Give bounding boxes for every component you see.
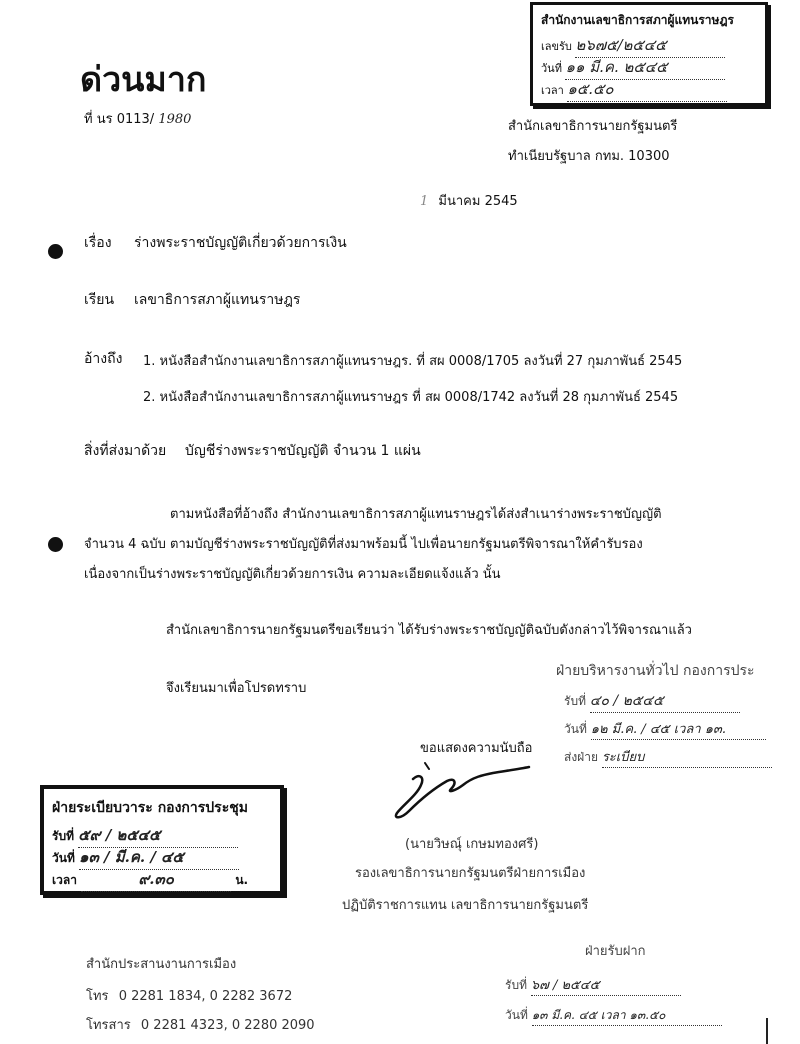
para1-line2: จำนวน 4 ฉบับ ตามบัญชีร่างพระราชบัญญัติที่ส่งมาพร้อมนี้ ไปเพื่อนายกรัฐมนตรีพิจารณาให้คำรับรอง: [84, 537, 643, 552]
ref-item-2: 2. หนังสือสำนักงานเลขาธิการสภาผู้แทนราษฎร ที่ สผ 0008/1742 ลงวันที่ 28 กุมภาพันธ์ 2545: [143, 390, 679, 405]
phone-label: โทร: [86, 989, 109, 1004]
footer-phone: [86, 985, 292, 1006]
para1-line1: ตามหนังสือที่อ้างถึง สำนักงานเลขาธิการสภาผู้แทนราษฎรได้ส่งสำเนาร่างพระราชบัญญัติ: [170, 507, 662, 522]
admin-stamp-title: ฝ่ายบริหารงานทั่วไป กองการประ: [556, 663, 755, 679]
fax-value: 0 2281 4323, 0 2280 2090: [140, 1018, 315, 1033]
stamp-time-row: [541, 77, 727, 102]
bottom-date-label: วันที่: [505, 1008, 528, 1022]
ref-label: อ้างถึง: [84, 351, 123, 367]
receipt-stamp-bottom-right: [505, 940, 765, 1035]
agenda-receipt-value: ๕๙ / ๒๕๔๕: [78, 823, 238, 848]
enclosure-text: บัญชีร่างพระราชบัญญัติ จำนวน 1 แผ่น: [185, 443, 421, 459]
admin-stamp-forward-row: [564, 746, 772, 768]
admin-stamp-date-row: [564, 718, 766, 740]
regards: ขอแสดงความนับถือ: [420, 741, 533, 756]
bottom-receipt-label: รับที่: [505, 978, 527, 992]
punch-hole-middle: [48, 537, 63, 552]
agenda-time-row: [52, 867, 248, 892]
admin-stamp-right: [556, 660, 796, 780]
stamp-title: สำนักงานเลขาธิการสภาผู้แทนราษฎร: [541, 13, 734, 27]
doc-number: [84, 108, 191, 129]
admin-date-value: ๑๒ มี.ค. / ๔๕ เวลา ๑๓.: [591, 718, 766, 740]
office-line2: ทำเนียบรัฐบาล กทม. 10300: [508, 149, 670, 164]
para1-line3: เนื่องจากเป็นร่างพระราชบัญญัติเกี่ยวด้วยการเงิน ความละเอียดแจ้งแล้ว นั้น: [84, 567, 501, 582]
ref-item-1: 1. หนังสือสำนักงานเลขาธิการสภาผู้แทนราษฎร. ที่ สผ 0008/1705 ลงวันที่ 27 กุมภาพันธ์ 2545: [143, 354, 683, 369]
signature-scribble: [385, 755, 535, 835]
doc-number-handwritten: 1980: [158, 112, 192, 127]
enclosure-label: สิ่งที่ส่งมาด้วย: [84, 443, 167, 459]
agenda-date-label: วันที่: [52, 851, 75, 865]
closing-line: จึงเรียนมาเพื่อโปรดทราบ: [166, 681, 307, 696]
to-text: เลขาธิการสภาผู้แทนราษฎร: [134, 292, 301, 308]
admin-stamp-receipt-row: [564, 690, 740, 713]
admin-forward-label: ส่งฝ่าย: [564, 750, 598, 764]
date-day-handwritten: 1: [420, 194, 429, 209]
admin-receipt-value: ๔๐ / ๒๕๔๕: [590, 690, 740, 713]
stamp-time-label: เวลา: [541, 84, 564, 97]
admin-date-label: วันที่: [564, 722, 587, 736]
stamp-receipt-label: เลขรับ: [541, 40, 572, 53]
stamp-receipt-value: ๒๖๗๕/๒๕๔๕: [575, 33, 725, 58]
urgency-title: ด่วนมาก: [80, 60, 207, 100]
footer-dept: สำนักประสานงานการเมือง: [86, 957, 237, 972]
bottom-stamp-title: ฝ่ายรับฝาก: [585, 944, 646, 959]
agenda-stamp-left: [40, 785, 284, 895]
bottom-receipt-value: ๖๗ / ๒๕๔๕: [531, 974, 681, 996]
admin-forward-value: ระเบียบ: [602, 746, 772, 768]
agenda-receipt-label: รับที่: [52, 829, 74, 843]
letter-date: [420, 190, 518, 211]
agenda-time-suffix: น.: [235, 873, 249, 887]
admin-receipt-label: รับที่: [564, 694, 586, 708]
to-label: เรียน: [84, 292, 115, 308]
signatory-name: (นายวิษณุ์ เกษมทองศรี): [405, 837, 539, 852]
signatory-title1: รองเลขาธิการนายกรัฐมนตรีฝ่ายการเมือง: [355, 866, 586, 881]
agenda-date-value: ๑๓ / มี.ค. / ๔๕: [79, 845, 239, 870]
agenda-stamp-title: ฝ่ายระเบียบวาระ กองการประชุม: [52, 800, 248, 816]
office-line1: สำนักเลขาธิการนายกรัฐมนตรี: [508, 119, 678, 134]
doc-number-label: ที่ นร 0113/: [84, 112, 155, 127]
date-text: มีนาคม 2545: [438, 194, 518, 209]
subject-label: เรื่อง: [84, 235, 112, 251]
stamp-time-value: ๑๕.๕๐: [567, 77, 727, 102]
bottom-stamp-receipt-row: [505, 974, 681, 996]
stamp-date-label: วันที่: [541, 62, 562, 75]
signatory-title2: ปฏิบัติราชการแทน เลขาธิการนายกรัฐมนตรี: [342, 898, 589, 913]
scan-edge-line: [766, 1018, 768, 1044]
bottom-date-value: ๑๓ มี.ค. ๔๕ เวลา ๑๓.๕๐: [532, 1006, 722, 1026]
phone-value: 0 2281 1834, 0 2282 3672: [118, 989, 293, 1004]
fax-label: โทรสาร: [86, 1018, 131, 1033]
footer-fax: [86, 1014, 315, 1035]
agenda-time-label: เวลา: [52, 873, 77, 887]
bottom-stamp-date-row: [505, 1006, 722, 1026]
stamp-date-value: ๑๑ มี.ค. ๒๕๔๕: [565, 55, 725, 80]
received-stamp-top: [530, 2, 768, 106]
subject-text: ร่างพระราชบัญญัติเกี่ยวด้วยการเงิน: [134, 235, 347, 251]
punch-hole-top: [48, 244, 63, 259]
agenda-time-value: ๙.๓๐: [81, 867, 231, 892]
para2: สำนักเลขาธิการนายกรัฐมนตรีขอเรียนว่า ได้รับร่างพระราชบัญญัติฉบับดังกล่าวไว้พิจารณาแล้ว: [166, 623, 692, 638]
